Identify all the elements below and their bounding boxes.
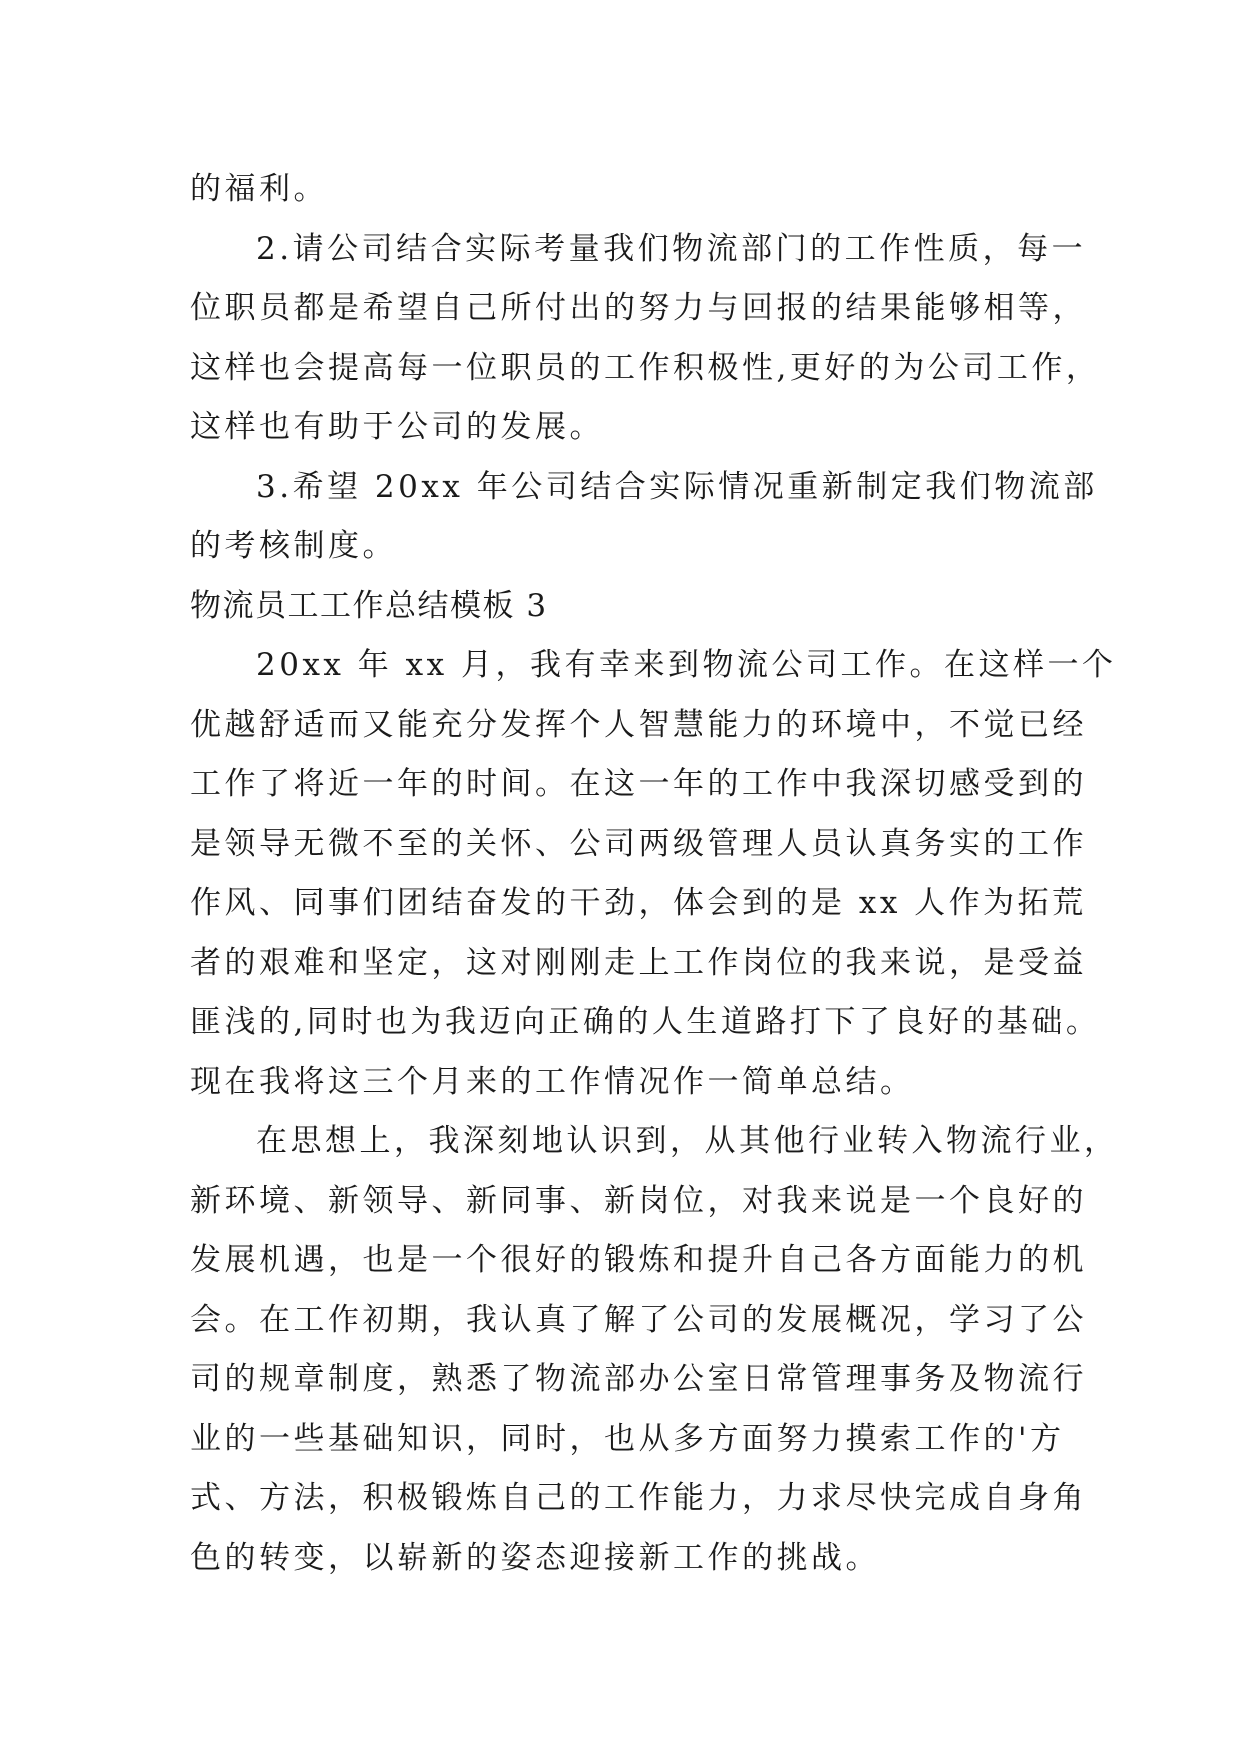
text-line: 在思想上，我深刻地认识到，从其他行业转入物流行业， [256,1123,1119,1159]
text-line: 优越舒适而又能充分发挥个人智慧能力的环境中，不觉已经 [190,706,1087,743]
text-line: 发展机遇，也是一个很好的锻炼和提升自己各方面能力的机 [190,1242,1087,1278]
text-line: 现在我将这三个月来的工作情况作一简单总结。 [190,1063,915,1100]
text-line: 的福利。 [190,171,328,207]
text-line: 位职员都是希望自己所付出的努力与回报的结果能够相等， [190,290,1087,326]
document-body [190,160,1119,1588]
text-line: 匪浅的,同时也为我迈向正确的人生道路打下了良好的基础。 [190,1004,1101,1040]
text-line: 这样也有助于公司的发展。 [190,409,604,445]
text-line: 20xx 年 xx 月，我有幸来到物流公司工作。在这样一个 [256,647,1117,683]
text-line: 式、方法，积极锻炼自己的工作能力，力求尽快完成自身角 [190,1480,1087,1516]
text-line: 业的一些基础知识，同时，也从多方面努力摸索工作的'方 [190,1420,1065,1457]
text-line: 是领导无微不至的关怀、公司两级管理人员认真务实的工作 [190,825,1087,862]
text-line: 者的艰难和坚定，这对刚刚走上工作岗位的我来说，是受益 [190,944,1087,981]
text-line: 作风、同事们团结奋发的干劲，体会到的是 xx 人作为拓荒 [190,885,1087,921]
text-line: 司的规章制度，熟悉了物流部办公室日常管理事务及物流行 [190,1361,1087,1397]
text-line: 新环境、新领导、新同事、新岗位，对我来说是一个良好的 [190,1182,1087,1219]
text-line: 会。在工作初期，我认真了解了公司的发展概况，学习了公 [190,1301,1087,1338]
text-line: 工作了将近一年的时间。在这一年的工作中我深切感受到的 [190,766,1087,802]
text-line: 3.希望 20xx 年公司结合实际情况重新制定我们物流部 [256,468,1098,505]
text-line: 的考核制度。 [190,528,397,564]
section-heading: 物流员工工作总结模板 3 [190,587,548,624]
text-line: 这样也会提高每一位职员的工作积极性,更好的为公司工作， [190,349,1101,386]
text-line: 2.请公司结合实际考量我们物流部门的工作性质，每一 [256,230,1087,267]
text-line: 色的转变，以崭新的姿态迎接新工作的挑战。 [190,1539,880,1576]
